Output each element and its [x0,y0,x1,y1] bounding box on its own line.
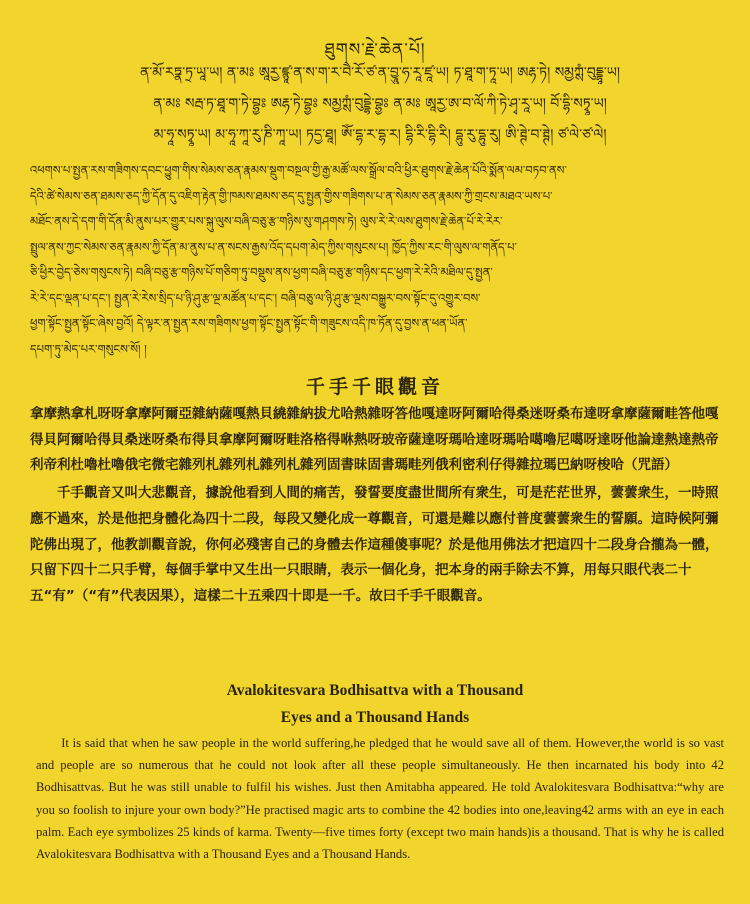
english-body [36,732,724,865]
tibetan-verse-line: ན་མཿ སརྦ་ཏ་ཐཱ་ག་ཏེ་བྷྱཿ ཨརྷ་ཏེ་བྷྱཿ སམྱཀྶཾ་བུདྡྷེ་བྷྱཿ ན་མཿ ཨཱརྱ་ཨ་བ་ལོ་ཀི་ཏེ་ཤྭ་རཱ་ཡ། བོ་དྷི་སཏྭཱ་ཡ། [153,96,607,112]
tibetan-prose [30,158,725,362]
chinese-body [30,402,730,610]
tibetan-prose-line: དེའི་ཚེ་སེམས་ཅན་ཐམས་ཅད་ཀྱི་དོན་དུ་འཇིག་རྟེན་གྱི་ཁམས་ཐམས་ཅད་དུ་སྤྱན་གྱིས་གཟིགས་པ་ན་སེམས་ཅན་རྣམས་ཀྱི་གྲངས་མཐའ་ཡས་པ་ [30,188,553,203]
english-title-line-1: Avalokitesvara Bodhisattva with a Thousand [226,682,524,699]
tibetan-prose-line: དཔག་ཏུ་མེད་པར་གསུངས་སོ། ། [30,341,147,356]
chinese-title: 千手千眼觀音 [305,376,444,398]
tibetan-prose-line: སྤྲུལ་ནས་ཀྱང་སེམས་ཅན་རྣམས་ཀྱི་དོན་མ་ནུས་པ་ན་སངས་རྒྱས་འོད་དཔག་མེད་ཀྱིས་གསུངས་པ། ཁྱོད་ཀྱིས་རང་གི་ལུས་ལ་གནོད་པ་ [30,239,517,254]
tibetan-prose-line: འཕགས་པ་སྤྱན་རས་གཟིགས་དབང་ཕྱུག་གིས་སེམས་ཅན་རྣམས་སྡུག་བསྔལ་གྱི་རྒྱ་མཚོ་ལས་སྒྲོལ་བའི་ཕྱིར་ཐུགས་རྗེ་ཆེན་པོའི་སྨོན་ལམ་བཏབ་ནས་ [30,163,567,177]
tibetan-prose-line: མཐོང་ནས་དེ་དག་གི་དོན་མི་ནུས་པར་གྱུར་པས་སྐུ་ལུས་བཞི་བཅུ་རྩ་གཉིས་སུ་གཤགས་ཏེ། ལུས་རེ་རེ་ལས་ཐུགས་རྗེ་ཆེན་པོ་རེ་རེར་ [30,214,503,228]
chinese-mantra: 拿摩熱拿札呀呀拿摩阿爾亞雜納薩嘎熱貝繞雜納拔尤哈熱雜呀答他嘎達呀阿爾哈得桑迷呀桑布達呀拿摩薩爾畦答他嘎得貝阿爾哈得貝桑迷呀桑布得貝拿摩阿爾呀畦洛格得咻熱呀玻帝薩達呀瑪哈達呀瑪哈噶嚕尼噶呀達呀他論達熱達熱帝利帝利杜嚕杜嚕俄宅微宅雜列札雜列札雜列札雜列固書昧固書瑪畦列俄利密利仔得雜拉瑪巴納呀梭哈（咒語） [30,406,719,474]
tibetan-prose-line: རེ་རེ་དང་ལྡན་པ་དང་། སྤྱན་རེ་རེས་སྲིད་པ་ཉི་ཤུ་རྩ་ལྔ་མཚོན་པ་དང་། བཞི་བཅུ་ལ་ཉི་ཤུ་རྩ་ལྔས་བསྒྱུར་བས་སྟོང་དུ་འགྱུར་བས་ [30,290,481,305]
tibetan-prose-line: ཅི་ཕྱིར་བྱེད་ཅེས་གསུངས་ཏེ། བཞི་བཅུ་རྩ་གཉིས་པོ་གཅིག་ཏུ་བསྡུས་ནས་ཕྱག་བཞི་བཅུ་རྩ་གཉིས་དང་ཕྱག་རེ་རེའི་མཐིལ་དུ་སྤྱན་ [30,265,493,279]
tibetan-title: ཐུགས་རྗེ་ཆེན་པོ། [324,40,426,60]
english-title-line-2: Eyes and a Thousand Hands [280,709,470,726]
chinese-story: 千手觀音又叫大悲觀音，據說他看到人間的痛苦，發誓要度盡世間所有衆生，可是茫茫世界，蕓蕓衆生，一時照應不過來，於是他把身體化為四十二段，每段又變化成一尊觀音，可還是難以應付普度蕓蕓衆生的誓願。這時候阿彌陀佛出現了，他教訓觀音說，你何必殘害自己的身體去作這種傻事呢？於是他用佛法才把這四十二段身合攏為一體，只留下四十二只手臂，每個手掌中又生出一只眼睛，表示一個化身，把本身的兩手除去不算，用每只眼代表二十五“有”（“有”代表因果），這樣二十五乘四十即是一千。故曰千手千眼觀音。 [30,485,719,604]
tibetan-prose-line: ཕྱག་སྟོང་སྤྱན་སྟོང་ཞེས་བྱའོ། དེ་ལྟར་ན་སྤྱན་རས་གཟིགས་ཕྱག་སྟོང་སྤྱན་སྟོང་གི་གཟུངས་འདི་ཁ་ཏོན་དུ་བྱས་ན་ཕན་ཡོན་ [30,316,468,330]
tibetan-verse-line: མ་ཧཱ་སཏྭཱ་ཡ། མ་ཧཱ་ཀཱ་རུ་ཎི་ཀཱ་ཡ། ཏདྱ་ཐཱ། ཨོཾ་དྷ་ར་དྷ་ར། དྷི་རི་དྷི་རི། དྷུ་རུ་དྷུ་རུ། ཨི་ཊྚེ་བ་ཊྚེ། ཙ་ལེ་ཙ་ལེ། [153,127,607,143]
tibetan-verse-line: ན་མོ་རཏྣ་ཏྲ་ཡཱ་ཡ། ན་མཿ ཨཱརྱ་ཛྙཱ་ན་ས་ག་ར་བཻ་རོ་ཙ་ན་བྱཱུ་ཧ་རཱ་ཛཱ་ཡ། ཏ་ཐཱ་ག་ཏཱ་ཡ། ཨརྷ་ཏེ། སམྱཀྶཾ་བུདྡྷཱ་ཡ། [139,65,621,81]
english-paragraph: It is said that when he saw people in the world suffering,he pledged that he would save all of them. However,the world is so vast and people are so numerous that he could not look after all these people simultaneously. He then incarnated his body into 42 Bodhisattvas. But he was still unable to fulfil his wishes. Just then Amitabha appeared. He told Avalokitesvara Bodhisattva:“why are you so foolish to injure your own body?”He practised magic arts to combine the 42 bodies into one,leaving42 arms with an eye in each palm. Each eye symbolizes 25 kinds of karma. Twenty—five times forty (except two main hands)is a thousand. That is why he is called Avalokitesvara Bodhisattva with a Thousand Eyes and a Thousand Hands. [36,736,724,862]
english-title [0,677,750,731]
